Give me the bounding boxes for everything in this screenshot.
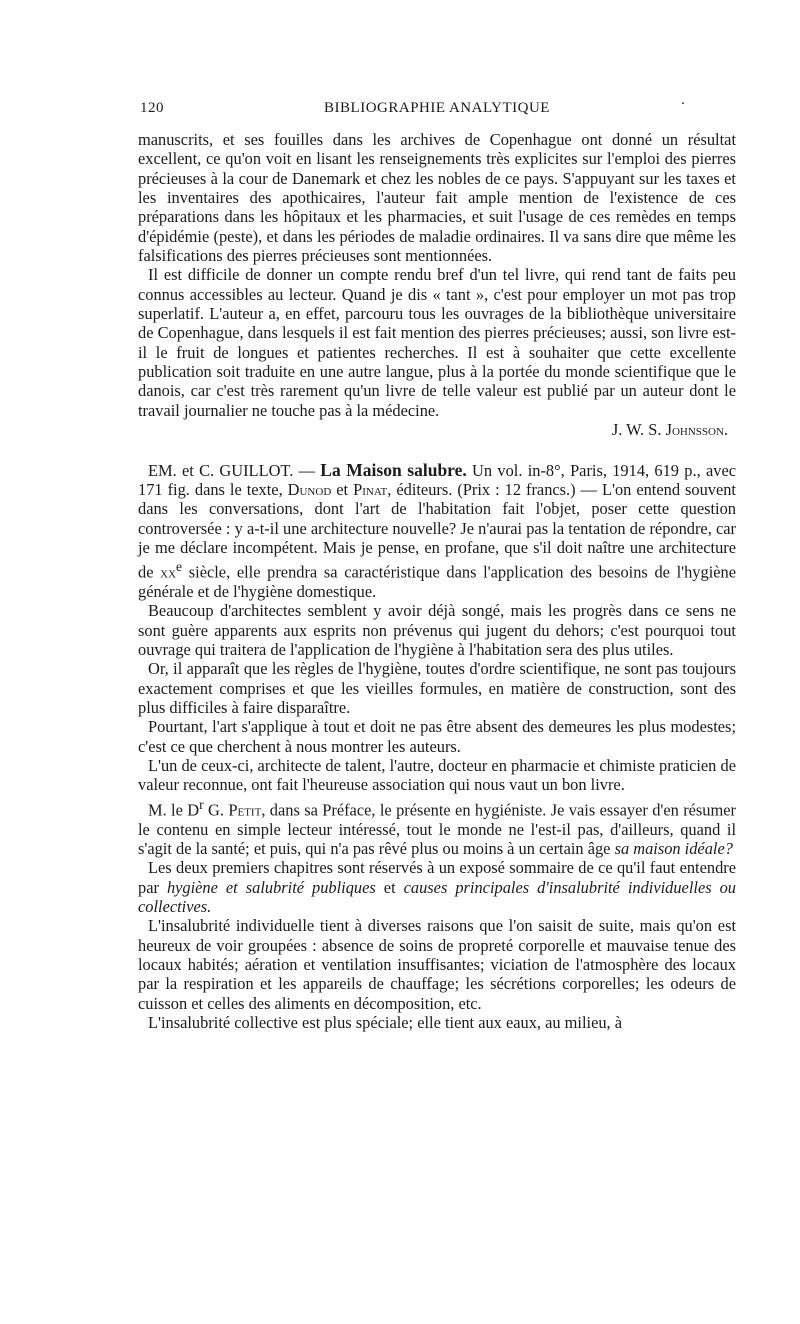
p6-italic-phrase: sa maison idéale?	[614, 838, 733, 858]
header-dot: ·	[680, 96, 686, 112]
review2-paragraph-3: Or, il apparaît que les règles de l'hygiène, toutes d'ordre scientifique, ne sont pas toujours exactement comprises et que les vieilles formules, en matière de construction, sont des plus difficiles à faire disparaître.	[138, 659, 736, 718]
review2-paragraph-5: L'un de ceux-ci, architecte de talent, l'autre, docteur en pharmacie et chimiste praticien de valeur reconnue, ont fait l'heureuse association qui nous vaut un bon livre.	[138, 756, 736, 795]
review2-paragraph-6	[138, 795, 736, 859]
review2-authors: EM. et C. GUILLOT. —	[148, 460, 321, 480]
page-body	[138, 130, 736, 1032]
review2-paragraph-8: L'insalubrité individuelle tient à diverses raisons que l'on saisit de suite, mais qu'on est heureux de voir groupées : absence de soins de propreté corporelle et mauvaise tenue des locaux habités; aération et ventilation insuffisantes; viciation de l'atmosphère des locaux par la respiration et les appareils de chauffage; les sécrétions corporelles; les odeurs de cuisson et celles des aliments en décomposition, etc.	[138, 916, 736, 1013]
p6-text-a: M. le D	[148, 800, 200, 820]
preface-author-name: Petit	[228, 800, 262, 820]
signature-initials: J. W. S.	[611, 420, 666, 440]
p6-text-c: , dans sa Préface, le présente en hygiéniste. Je vais essayer d'en résumer le contenu en simple lecteur intéressé, tout le monde ne l'est-il pas, d'ailleurs, quand il s'agit de la santé; et puis, qui n'a pas rêvé plus ou moins à un certain âge	[138, 800, 736, 858]
review2-paragraph-4: Pourtant, l'art s'applique à tout et doit ne pas être absent des demeures les plus modestes; c'est ce que cherchent à nous montrer les auteurs.	[138, 717, 736, 756]
p6-text-b: G.	[203, 800, 229, 820]
review2-opening-text: , éditeurs. (Prix : 12 francs.) — L'on entend souvent dans les conversations, dont l'art de l'habitation fait l'objet, poser cette question controversée : y a-t-il une architecture nouvelle? Je n'aurai pas la tentation de répondre, car je me déclare incompétent. Mais je pense, en profane, que s'il doit naître une architecture de	[138, 479, 736, 582]
review2-citation-paragraph	[138, 461, 736, 602]
page-number: 120	[140, 100, 164, 116]
section-spacer	[138, 440, 736, 461]
publisher-dunod: Dunod	[287, 479, 332, 499]
review1-paragraph-2: Il est difficile de donner un compte rendu bref d'un tel livre, qui rend tant de faits peu connus accessibles au lecteur. Quand je dis « tant », c'est pour employer un mot pas trop superlatif. L'auteur a, en effet, parcouru tous les ouvrages de la bibliothèque universitaire de Copenhague, dans lesquels il est fait mention des pierres précieuses; aussi, son livre est-il le fruit de longues et patientes recherches. Il est à souhaiter que cette excellente publication soit traduite en une autre langue, plus à la portée du monde scientifique que le danois, car c'est très rarement qu'un livre de telle valeur est publié par un auteur dont le travail journalier ne touche pas à la médecine.	[138, 265, 736, 420]
p7-italic-1: hygiène et salubrité publiques	[166, 877, 376, 897]
review1-signature	[138, 420, 736, 439]
running-title: BIBLIOGRAPHIE ANALYTIQUE	[324, 100, 550, 116]
p7-text-a: Les deux premiers chapitres sont réservés à un exposé sommaire de ce qu'il faut entendre par	[138, 858, 736, 897]
p7-text-b: et	[375, 877, 404, 897]
century-superscript: e	[176, 559, 183, 575]
review2-paragraph-7	[138, 858, 736, 916]
review2-book-title: La Maison salubre.	[320, 459, 467, 480]
review2-citation-joiner: et	[331, 479, 354, 499]
review2-paragraph-9: L'insalubrité collective est plus spéciale; elle tient aux eaux, au milieu, à	[148, 1013, 623, 1033]
publisher-pinat: Pinat	[353, 479, 388, 499]
review2-opening-end: siècle, elle prendra sa caractéristique dans l'application des besoins de l'hygiène générale et de l'hygiène domestique.	[138, 562, 736, 602]
century-numeral: xx	[160, 562, 177, 582]
review1-paragraph-1: manuscrits, et ses fouilles dans les archives de Copenhague ont donné un résultat excellent, ce qu'on voit en lisant les renseignements très explicites sur l'emploi des pierres précieuses à la cour de Danemark et chez les nobles de ce pays. S'appuyant sur les taxes et les inventaires des apothicaires, l'auteur fait ample mention de l'existence de ces préparations dans les hôpitaux et les pharmacies, et suit l'usage de ces remèdes en temps d'épidémie (peste), et dans les périodes de maladie ordinaires. Il va sans dire que même les falsifications des pierres précieuses sont mentionnées.	[138, 130, 736, 266]
doctor-superscript: r	[199, 796, 204, 812]
p7-italic-2: causes principales d'insalubrité individuelles ou collectives.	[138, 877, 736, 916]
signature-name: Johnsson.	[665, 420, 728, 440]
running-head	[138, 96, 736, 124]
review2-paragraph-2: Beaucoup d'architectes semblent y avoir déjà songé, mais les progrès dans ce sens ne sont guère apparents aux esprits non prévenus qui jugent du dehors; c'est pourquoi tout ouvrage qui traitera de l'application de l'hygiène à l'habitation sera des plus utiles.	[138, 601, 736, 660]
review2-citation-text: Un vol. in-8°, Paris, 1914, 619 p., avec 171 fig. dans le texte,	[138, 460, 736, 499]
